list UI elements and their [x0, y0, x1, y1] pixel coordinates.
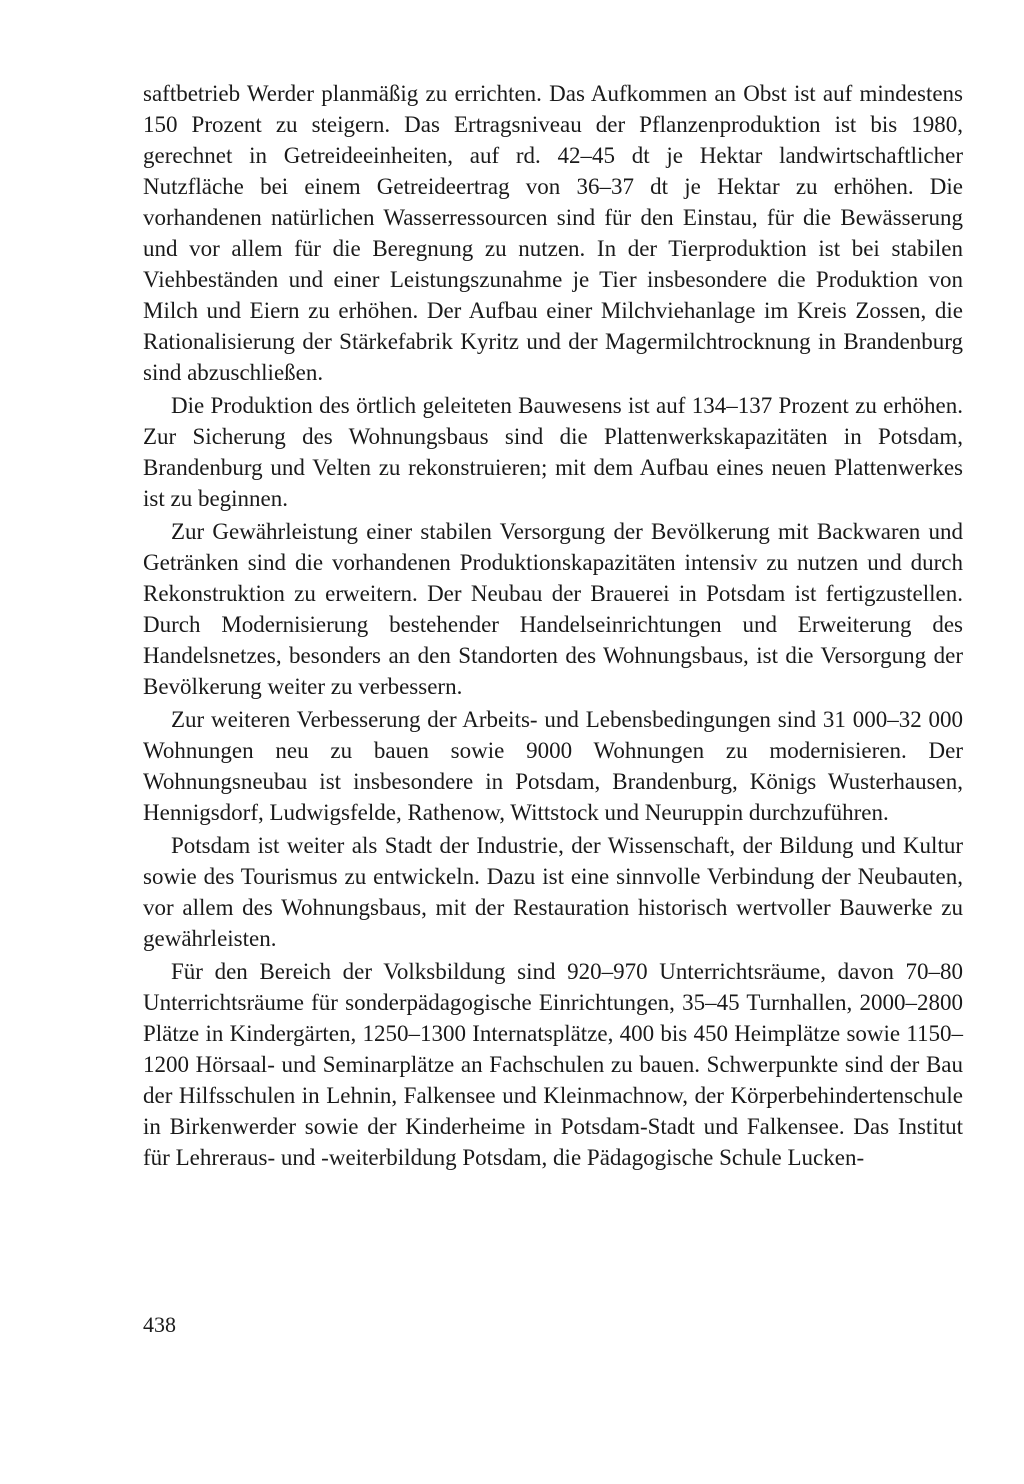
paragraph-education: Für den Bereich der Volksbildung sind 920–970 Unterrichtsräume, davon 70–80 Unterrichtsräume für sonderpädagogische Einrichtungen, 35–45 Turnhallen, 2000–2800 Plätze in Kindergärten, 1250–1300 Internatsplätze, 400 bis 450 Heimplätze sowie 1150–1200 Hörsaal- und Seminarplätze an Fachschulen zu bauen. Schwerpunkte sind der Bau der Hilfsschulen in Lehnin, Falkensee und Kleinmachnow, der Körperbehindertenschule in Birkenwerder sowie der Kinderheime in Potsdam-Stadt und Falkensee. Das Institut für Lehreraus- und -weiterbildung Potsdam, die Pädagogische Schule Lucken-	[143, 959, 963, 1170]
paragraph-potsdam: Potsdam ist weiter als Stadt der Industrie, der Wissenschaft, der Bildung und Kultur sowie des Tourismus zu entwickeln. Dazu ist eine sinnvolle Verbindung der Neubauten, vor allem des Wohnungsbaus, mit der Restauration historisch wertvoller Bauwerke zu gewährleisten.	[143, 833, 963, 951]
page-body	[143, 78, 963, 1173]
paragraph-housing: Zur weiteren Verbesserung der Arbeits- und Lebensbedingungen sind 31 000–32 000 Wohnungen neu zu bauen sowie 9000 Wohnungen zu modernisieren. Der Wohnungsneubau ist insbesondere in Potsdam, Brandenburg, Königs Wusterhausen, Hennigsdorf, Ludwigsfelde, Rathenow, Wittstock und Neuruppin durchzuführen.	[143, 707, 963, 825]
page-number: 438	[143, 1312, 176, 1337]
paragraph-construction: Die Produktion des örtlich geleiteten Bauwesens ist auf 134–137 Prozent zu erhöhen. Zur Sicherung des Wohnungsbaus sind die Plattenwerkskapazitäten in Potsdam, Brandenburg und Velten zu rekonstruieren; mit dem Aufbau eines neuen Plattenwerkes ist zu beginnen.	[143, 393, 963, 511]
paragraph-supply: Zur Gewährleistung einer stabilen Versorgung der Bevölkerung mit Backwaren und Getränken sind die vorhandenen Produktionskapazitäten intensiv zu nutzen und durch Rekonstruktion zu erweitern. Der Neubau der Brauerei in Potsdam ist fertigzustellen. Durch Modernisierung bestehender Handelseinrichtungen und Erweiterung des Handelsnetzes, besonders an den Standorten des Wohnungsbaus, ist die Versorgung der Bevölkerung weiter zu verbessern.	[143, 519, 963, 699]
paragraph-agriculture: saftbetrieb Werder planmäßig zu errichten. Das Aufkommen an Obst ist auf mindestens 150 Prozent zu steigern. Das Ertragsniveau der Pflanzenproduktion ist bis 1980, gerechnet in Getreideeinheiten, auf rd. 42–45 dt je Hektar landwirtschaftlicher Nutzfläche bei einem Getreideertrag von 36–37 dt je Hektar zu erhöhen. Die vorhandenen natürlichen Wasserressourcen sind für den Einstau, für die Bewässerung und vor allem für die Beregnung zu nutzen. In der Tierproduktion ist bei stabilen Viehbeständen und einer Leistungszunahme je Tier insbesondere die Produktion von Milch und Eiern zu erhöhen. Der Aufbau einer Milchviehanlage im Kreis Zossen, die Rationalisierung der Stärkefabrik Kyritz und der Magermilchtrocknung in Brandenburg sind abzuschließen.	[143, 81, 963, 385]
